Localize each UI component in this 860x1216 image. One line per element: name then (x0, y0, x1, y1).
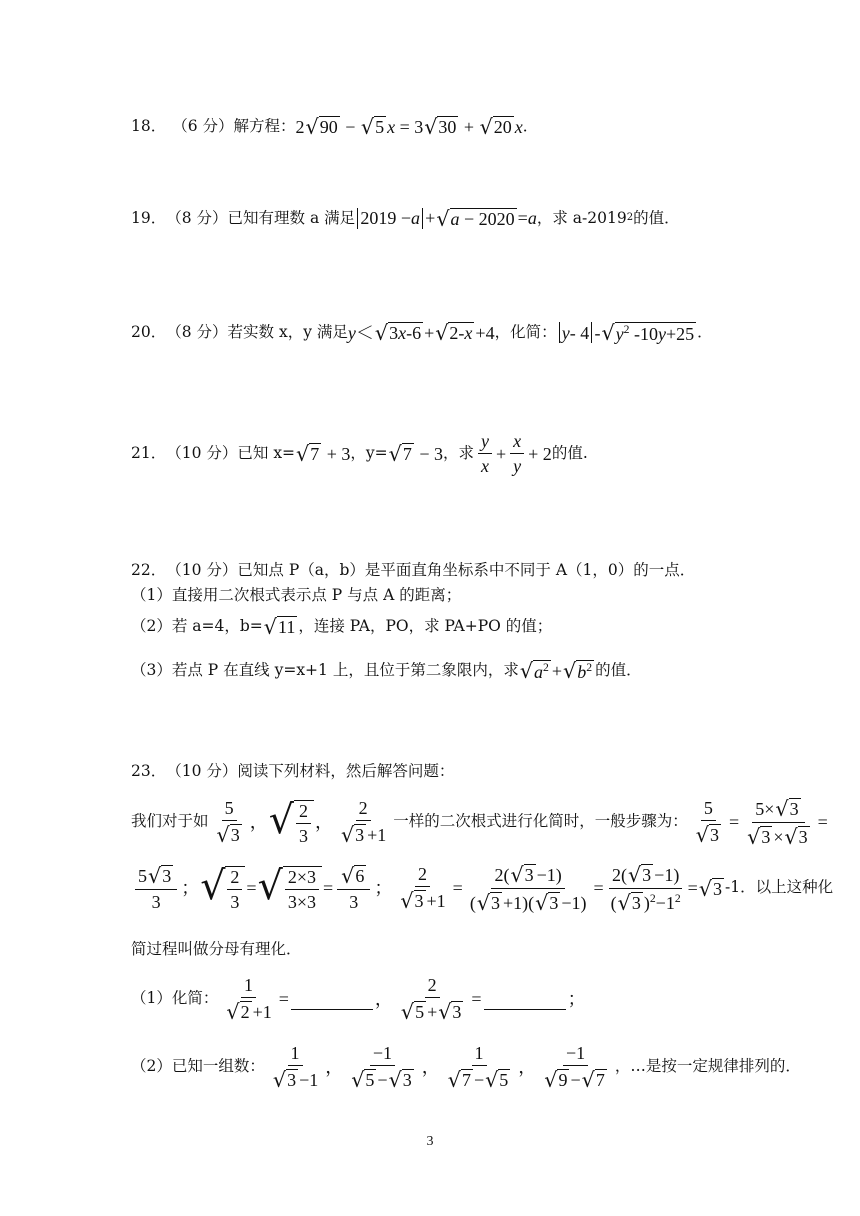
intro-text: 我们对于如 (131, 812, 209, 831)
question-number: 18． (131, 116, 167, 135)
part-text-2: ，…是按一定规律排列的． (614, 1057, 801, 1076)
question-text: 若实数 x，y 满足 (227, 322, 348, 341)
question-score: （8 分） (166, 208, 228, 227)
question-text-2: ，y= (350, 443, 388, 462)
question-22 (131, 563, 695, 579)
question-23-line4 (131, 942, 302, 958)
answer-blank-1[interactable] (291, 1008, 373, 1010)
question-text: 已知有理数 a 满足 (227, 208, 356, 227)
question-text-2: ，化简： (494, 322, 557, 341)
question-23-part-2 (131, 1044, 801, 1090)
part-text: （3）若点 P 在直线 y=x+1 上，且位于第二象限内，求 (131, 660, 519, 679)
question-score: （10 分） (166, 762, 238, 780)
question-23 (131, 764, 454, 780)
question-number: 22． (131, 561, 167, 579)
expression-formula: $\frac{y}{x}$ + $\frac{x}{y}$ + 2 (474, 432, 552, 475)
examples-formula: 5 √ 3 ， √ $\frac{2}{3}$ ， 2 √ 3 +1 (216, 796, 387, 848)
question-text: 已知 x= (237, 443, 296, 462)
answer-blank-2[interactable] (484, 1008, 566, 1010)
line-text: 简过程叫做分母有理化． (131, 940, 302, 958)
simplify-formula: y - 4 - √ $y^2$ -10y+25 (557, 322, 698, 343)
question-text-2: ，求 a-2019 (536, 208, 627, 227)
question-23-intro (131, 796, 828, 849)
sum-formula: √ $a^2$ + √ $b^2$ (519, 659, 593, 683)
question-number: 20． (131, 322, 167, 341)
question-text: 解方程： (233, 116, 296, 135)
part-text-2: ，连接 PA，PO，求 PA+PO 的值； (298, 616, 553, 635)
question-text: 已知点 P（a，b）是平面直角坐标系中不同于 A（1，0）的一点． (237, 561, 696, 579)
period: ． (522, 116, 539, 135)
part-text-2: 的值． (595, 660, 642, 679)
question-text-3: ，求 (442, 443, 474, 462)
question-score: （10 分） (166, 443, 238, 462)
question-score: （8 分） (166, 322, 228, 341)
question-number: 21． (131, 443, 167, 462)
intro-text-2: 一样的二次根式进行化简时，一般步骤为： (393, 812, 688, 831)
step-formula-1: 5 √ 3 = 5× √ 3 √ 3 × √ 3 = (695, 797, 828, 849)
question-score: （6 分） (172, 116, 234, 135)
fill-in-formulas: 1 √ 2 +1 = ， 2 √ 5 + √ 3 = ； (226, 975, 586, 1024)
question-number: 19． (131, 208, 167, 227)
part-text: （1）直接用二次根式表示点 P 与点 A 的距离； (131, 586, 462, 604)
question-18 (131, 116, 538, 137)
part-text: （1）化简： (131, 989, 219, 1008)
page-number: 3 (426, 1134, 434, 1149)
b-value: √ 11 (263, 615, 296, 639)
condition-formula: 2019 − a + √ a − 2020 = a (355, 208, 537, 229)
question-text: 阅读下列材料，然后解答问题： (237, 762, 455, 780)
x-value: √ 7 + 3 (296, 442, 351, 467)
question-score: （10 分） (166, 561, 238, 579)
question-19 (131, 208, 680, 229)
question-22-part-2 (131, 616, 552, 637)
inequality-formula: y＜ √ 3x-6 + √ 2-x +4 (347, 321, 495, 346)
question-20 (131, 321, 713, 346)
question-22-part-3 (131, 660, 642, 681)
sequence-formulas: 1 √ 3 −1 ， −1 √ 5 − √ 3 ， 1 √ 7 − √ 5 ， −1 √ 9 − √ 7 (272, 1043, 605, 1092)
question-number: 23． (131, 762, 167, 780)
step-formulas: 5 √ 3 3 ； √ $\frac{2}{3}$ = √ $\frac{2\times 3}{3\times 3}$ = √ 6 3 ； 2 √ 3 +1 = 2( √ 3 −1) ( √ 3 +1)( √ 3 −1) = 2( √ 3 −1) ( √ 3 )$^2-1^2$ = √ 3 (131, 864, 725, 912)
y-value: √ 7 − 3 (388, 442, 443, 467)
equation: 2 √ 90 − √ 5 x = 3 √ 30 + √ 20 x (295, 115, 523, 139)
exponent: 2 (626, 212, 634, 224)
part-text: （2）已知一组数： (131, 1057, 265, 1076)
part-text: （2）若 a=4，b= (131, 616, 263, 635)
question-text-4: 的值. (551, 443, 588, 462)
line-end-text: -1．以上这种化 (725, 878, 834, 897)
question-23-part-1 (131, 976, 586, 1022)
question-text-3: 的值． (633, 208, 680, 227)
question-21 (131, 432, 588, 475)
question-22-part-1 (131, 588, 461, 604)
period: ． (697, 322, 713, 341)
question-23-steps (131, 862, 834, 915)
